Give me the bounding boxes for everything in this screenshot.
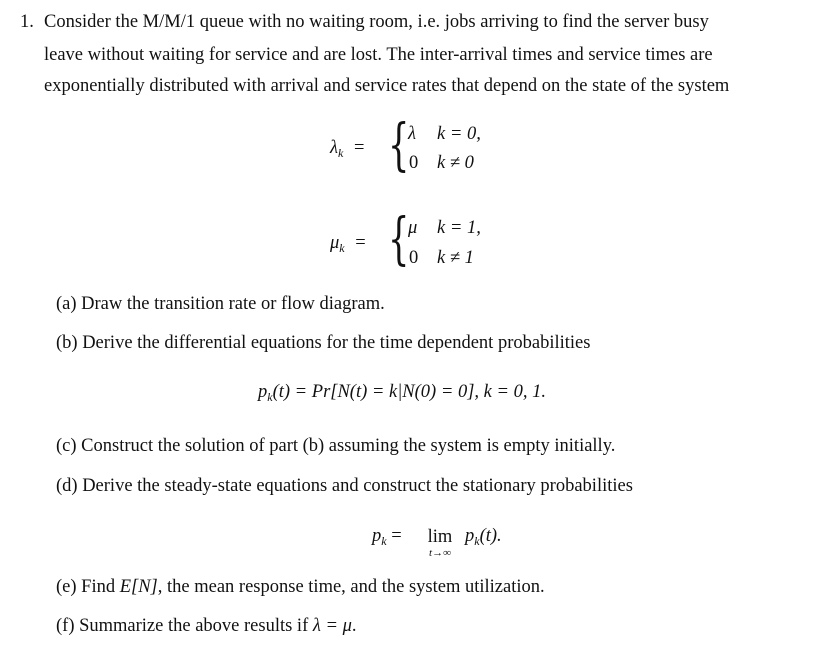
lambda-case-2-value: 0 (409, 153, 419, 173)
part-b: (b) Derive the differential equations for the time dependent probabilities (56, 333, 591, 353)
stationary-lhs: $p_k$ = (372, 526, 402, 548)
probability-definition: $p_k(t) = Pr[N(t) = k|N(0) = 0]$, k = 0, 1. (258, 382, 546, 404)
stationary-rhs: $p_k(t)$. (465, 526, 502, 548)
limit-operator: lim t→∞ (427, 527, 453, 559)
part-a: (a) Draw the transition rate or flow diagram. (56, 294, 385, 314)
mu-case-1-condition: k = 1, (437, 218, 481, 238)
lambda-case-1-condition: k = 0, (437, 124, 481, 144)
mu-case-2-value: 0 (409, 248, 419, 268)
lambda-case-1-value: λ (408, 124, 417, 144)
part-e: (e) Find E[N], the mean response time, and the system utilization. (56, 577, 545, 597)
intro-line-2: leave without waiting for service and are lost. The inter-arrival times and service times are (44, 45, 713, 65)
intro-line-1: Consider the M/M/1 queue with no waiting room, i.e. jobs arriving to find the server busy (44, 12, 709, 32)
part-d: (d) Derive the steady-state equations and construct the stationary probabilities (56, 476, 633, 496)
lambda-brace: { (388, 113, 410, 178)
problem-number: 1. (20, 12, 34, 32)
part-f: (f) Summarize the above results if λ = μ. (56, 616, 357, 636)
mu-brace: { (388, 207, 410, 272)
intro-line-3: exponentially distributed with arrival and service rates that depend on the state of the system (44, 76, 730, 96)
lambda-case-2-condition: k ≠ 0 (437, 153, 474, 173)
mu-case-1-value: μ (408, 218, 418, 238)
mu-lhs: $\mu_k$ = (330, 233, 366, 255)
part-c: (c) Construct the solution of part (b) assuming the system is empty initially. (56, 436, 616, 456)
mu-case-2-condition: k ≠ 1 (437, 248, 474, 268)
lambda-lhs: $\lambda_k$ = (330, 138, 365, 160)
